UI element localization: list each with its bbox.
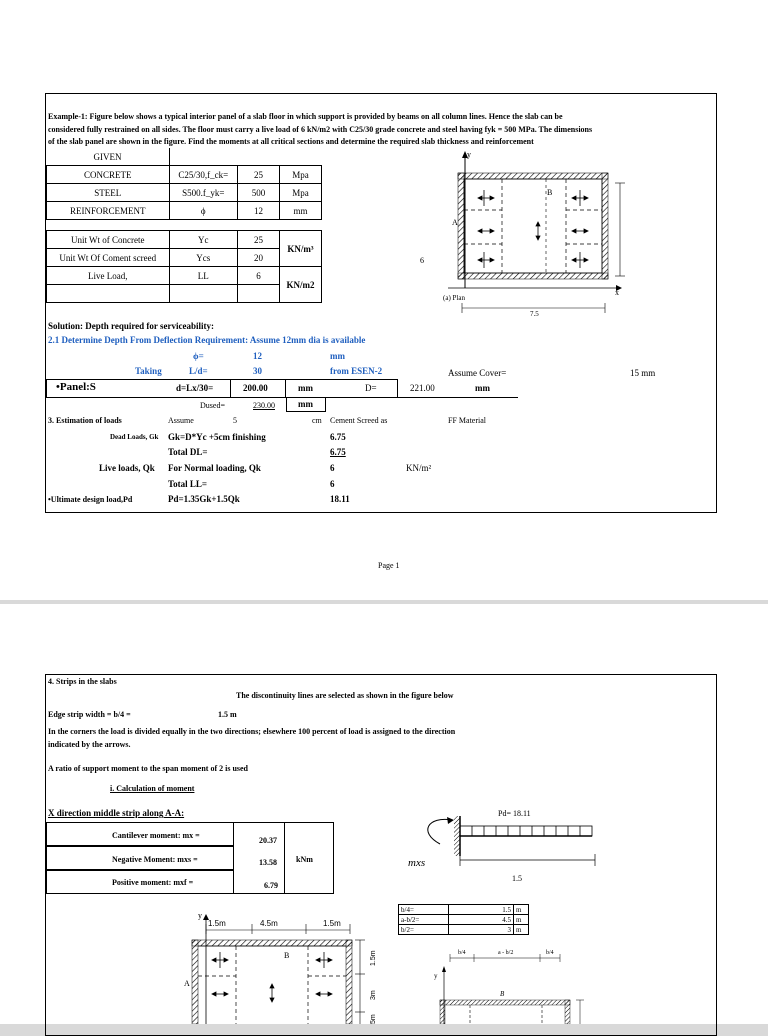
unit-kn2: KN/m2 (280, 267, 322, 303)
corners-text-2: indicated by the arrows. (48, 740, 131, 749)
span-15: 1.5 (512, 874, 522, 883)
dimension-row: b/2= 3 m (399, 925, 529, 935)
strips-title: 4. Strips in the slabs (48, 677, 117, 686)
panel-label: •Panel:S (56, 381, 96, 393)
fig2-dim-1: 1.5m (208, 919, 226, 928)
d-unit: mm (298, 383, 313, 393)
given-row: CONCRETE C25/30,f_ck= 25 Mpa (47, 166, 322, 184)
gk-value: 6.75 (330, 432, 346, 442)
qk-value: 6 (330, 463, 335, 473)
gk-formula: Gk=D*Yc +5cm finishing (168, 432, 266, 442)
moment-label: Negative Moment: mxs = (112, 855, 198, 864)
estimation-title: 3. Estimation of loads (48, 416, 122, 425)
ultimate-label: •Ultimate design load,Pd (48, 495, 133, 504)
phi-label: ϕ= (193, 351, 204, 361)
pd-label: Pd= 18.11 (498, 809, 531, 818)
phi-unit: mm (330, 351, 345, 361)
intro-line-1: Example-1: Figure below shows a typical interior panel of a slab floor in which support is provided by beams on all column lines. Hence the slab can be (48, 112, 563, 121)
assume-cover-label: Assume Cover= (448, 368, 507, 378)
D-unit: mm (475, 383, 490, 393)
panel-row-border (46, 379, 398, 398)
fig1-caption: (a) Plan (443, 294, 465, 302)
given-row: REINFORCEMENT ϕ 12 mm (47, 202, 322, 220)
step-21: 2.1 Determine Depth From Deflection Requirement: Assume 12mm dia is available (48, 335, 366, 345)
fig1-x-label: x (615, 288, 619, 297)
dused-label: Dused= (200, 401, 225, 410)
moment-value: 20.37 (259, 836, 277, 845)
fig2-B-label: B (284, 951, 290, 960)
unit-row: Live Load, LL 6 KN/m2 (47, 267, 322, 285)
mxs-label: mxs (408, 857, 426, 869)
slab-plan-figure (440, 148, 640, 320)
knm-unit: kNm (296, 855, 313, 864)
moment-label: Positive moment: mxf = (112, 878, 194, 887)
solution-title: Solution: Depth required for serviceability: (48, 321, 214, 331)
fig1-dim-6: 6 (420, 256, 424, 265)
taking-label: Taking (135, 366, 162, 376)
fig2-vdim-2: 3m (370, 990, 377, 1000)
ld-source: from ESEN-2 (330, 366, 383, 376)
unit-row: Unit Wt of Concrete Yc 25 KN/m³ (47, 231, 322, 249)
ld-value: 30 (253, 366, 262, 376)
assume-value: 5 (233, 416, 237, 425)
unit-kn3: KN/m³ (280, 231, 322, 267)
assume-unit: cm (312, 416, 322, 425)
fig2-dim-3: 1.5m (323, 919, 341, 928)
fig1-A-label: A (452, 218, 458, 227)
edge-strip-value: 1.5 m (218, 710, 237, 719)
fig2-dim-2: 4.5m (260, 919, 278, 928)
D-value: 221.00 (410, 383, 435, 393)
fig1-y-label: y (467, 150, 471, 159)
moment-value: 6.79 (264, 881, 278, 890)
dimension-table (398, 904, 529, 935)
total-dl-label: Total DL= (168, 447, 208, 457)
corners-text-1: In the corners the load is divided equally in the two directions; elsewhere 100 percent of load is assigned to the direction (48, 727, 456, 736)
normal-loading: For Normal loading, Qk (168, 463, 261, 473)
intro-line-3: of the slab panel are shown in the figure. Find the moments at all critical sections and determine the required slab thickness and reinforcement (48, 137, 534, 146)
ratio-text: A ratio of support moment to the span moment of 2 is used (48, 764, 248, 773)
fig3-B-label: B (500, 990, 505, 998)
dused-value: 230.00 (253, 401, 275, 410)
fig2-A-label: A (184, 979, 190, 988)
calc-moment: i. Calculation of moment (110, 784, 195, 793)
page-2 (0, 604, 768, 1024)
fig2-y-label: y (198, 911, 202, 920)
phi-value: 12 (253, 351, 262, 361)
cantilever-figure (400, 814, 610, 884)
cement-screed: Cement Screed as (330, 416, 388, 425)
cover-value: 15 mm (630, 368, 656, 378)
d-formula: d=Lx/30= (176, 383, 214, 393)
dused-unit: mm (298, 399, 313, 409)
fig1-B-label: B (547, 188, 553, 197)
given-table (46, 148, 322, 303)
page-number: Page 1 (378, 561, 400, 570)
fig3-b4-b: b/4 (546, 950, 554, 956)
fig2-vdim-1: 1.5m (370, 950, 377, 966)
unit-row: Unit Wt Of Coment screed Ycs 20 (47, 249, 322, 267)
strip-plan-figure (180, 904, 380, 1024)
d-value: 200.00 (243, 383, 268, 393)
qk-unit: KN/m² (406, 463, 432, 473)
D-label: D= (365, 383, 377, 393)
fig1-dim-75: 7.5 (530, 310, 539, 318)
edge-strip-label: Edge strip width = b/4 = (48, 710, 131, 719)
moment-label: Cantilever moment: mx = (112, 831, 200, 840)
ld-label: L/d= (189, 366, 208, 376)
fig2-vdim-3: 5m (370, 1014, 377, 1024)
fig3-y-label: y (434, 972, 438, 980)
pd-value: 18.11 (330, 494, 350, 504)
intro-line-2: considered fully restrained on all sides. The floor must carry a live load of 6 kN/m2 with C25/30 grade concrete and steel having fyk = 500 MPa. The dimensions (48, 125, 593, 134)
dimension-row: b/4= 1.5 m (399, 905, 529, 915)
moment-value: 13.58 (259, 858, 277, 867)
given-header: GIVEN (47, 148, 170, 166)
assume-label: Assume (168, 416, 194, 425)
pd-formula: Pd=1.35Gk+1.5Qk (168, 494, 240, 504)
fig3-b4-a: b/4 (458, 950, 466, 956)
given-row: STEEL S500.f_yk= 500 Mpa (47, 184, 322, 202)
total-dl-value: 6.75 (330, 447, 346, 457)
ff-material: FF Material (448, 416, 486, 425)
dimension-row: a-b/2= 4.5 m (399, 915, 529, 925)
x-direction-title: X direction middle strip along A-A: (48, 808, 185, 818)
dead-loads-label: Dead Loads, Gk (110, 433, 159, 441)
live-loads-label: Live loads, Qk (99, 463, 155, 473)
fig3-a-b2: a - b/2 (498, 950, 514, 956)
strip-detail-figure (430, 944, 610, 1024)
total-ll-label: Total LL= (168, 479, 208, 489)
total-ll-value: 6 (330, 479, 335, 489)
discontinuity-text: The discontinuity lines are selected as shown in the figure below (236, 691, 454, 700)
